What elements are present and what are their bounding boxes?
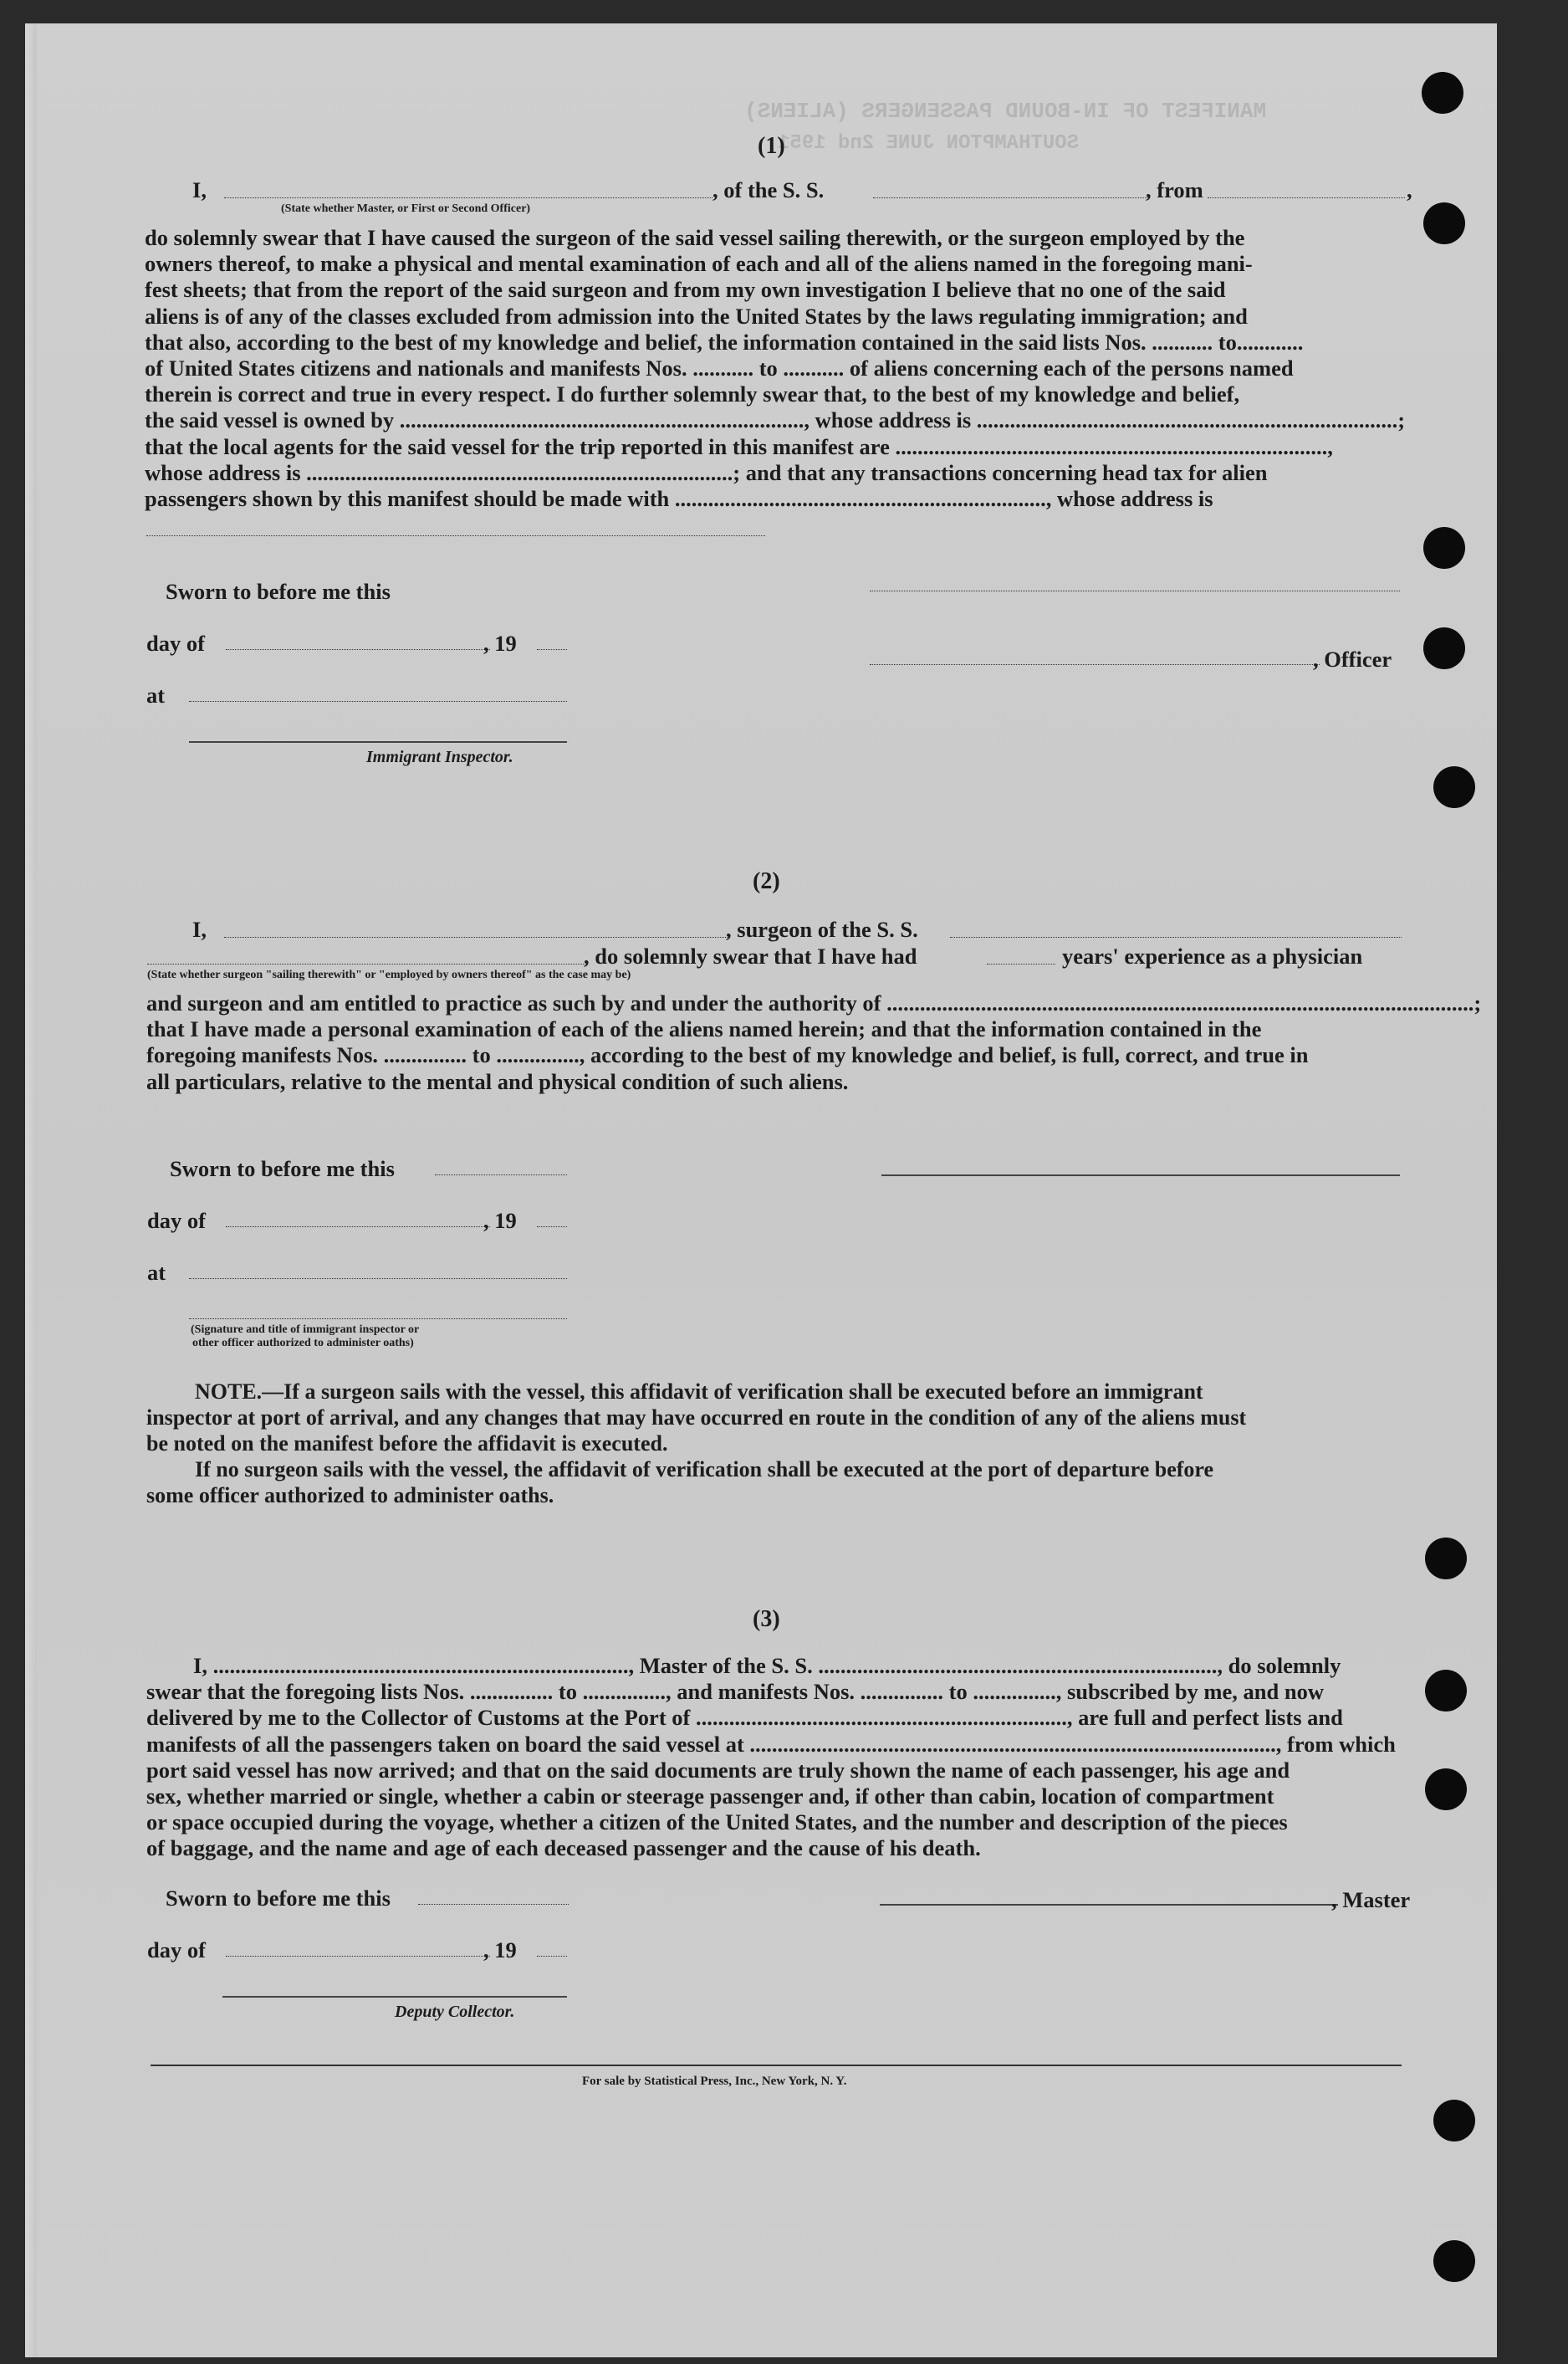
note-block (146, 1379, 1417, 1508)
note-line: If no surgeon sails with the vessel, the affidavit of verification shall be executed at the port of departure before (195, 1457, 1214, 1481)
section-1-body-line: owners thereof, to make a physical and mental examination of each and all of the aliens named in the foregoing mani- (145, 251, 1253, 277)
section-1-body-line: that the local agents for the said vessel for the trip reported in this manifest are .............................................................................., (145, 433, 1333, 459)
section-1-year-field[interactable] (537, 649, 567, 650)
section-1-body-line: that also, according to the best of my knowledge and belief, the information contained in the said lists Nos. ........... to............ (145, 329, 1304, 355)
section-2-body-line: foregoing manifests Nos. ............... to ..............., according to the best of my knowledge and belief, is full, correct, and true in (146, 1042, 1309, 1068)
section-1-number: (1) (758, 133, 785, 159)
master-note: (State whether Master, or First or Second Officer) (281, 202, 531, 215)
document-page (25, 23, 1497, 2357)
note-line: NOTE.—If a surgeon sails with the vessel, this affidavit of verification shall be executed before an immigrant (195, 1379, 1203, 1404)
section-1-body-line: fest sheets; that from the report of the said surgeon and from my own investigation I believe that no one of the said (145, 277, 1226, 303)
years-label: years' experience as a physician (1062, 944, 1363, 969)
section-2-number: (2) (753, 868, 780, 894)
bleed-through-text: SOUTHAMPTON JUNE 2nd 1951 (778, 132, 1080, 155)
section-2-sworn: Sworn to before me this (170, 1156, 395, 1181)
punch-hole (1423, 202, 1465, 244)
section-3-body-line: I, ..........................................................................., Master of the S. S. ........................................................................, do solemnly (193, 1653, 1341, 1678)
master-name-field[interactable] (224, 197, 712, 198)
printer-footer: For sale by Statistical Press, Inc., New York, N. Y. (582, 2075, 847, 2088)
punch-hole (1433, 766, 1475, 808)
section-1-day-of: day of (146, 631, 205, 656)
section-2-signature-line[interactable] (189, 1318, 567, 1319)
note-line: inspector at port of arrival, and any changes that may have occurred en route in the condition of any of the aliens must (146, 1405, 1247, 1430)
officer-label: , Officer (1313, 647, 1392, 672)
section-2-sig-note-1: (Signature and title of immigrant inspector or (191, 1323, 420, 1336)
section-3-body-line: port said vessel has now arrived; and that on the said documents are truly shown the name of each passenger, his age and (146, 1757, 1290, 1783)
section-1-day-field[interactable] (226, 649, 490, 650)
section-1-body-line: aliens is of any of the classes excluded from admission into the United States by the laws regulating immigration; and (145, 303, 1248, 329)
punch-hole (1433, 2100, 1475, 2141)
section-1-body-line: do solemnly swear that I have caused the surgeon of the said vessel sailing therewith, or the surgeon employed by the (145, 225, 1245, 250)
section-3-day-field[interactable] (226, 1956, 490, 1957)
section-3-body-line: or space occupied during the voyage, whether a citizen of the United States, and the number and description of the pieces (146, 1809, 1288, 1835)
from-label: , from (1146, 177, 1203, 202)
section-1-body (145, 225, 1416, 512)
section-1-body-line: whose address is .............................................................................; and that any transactions concerning head tax for alien (145, 459, 1268, 485)
punch-hole (1423, 527, 1465, 569)
years-experience-field[interactable] (987, 964, 1055, 965)
note-line: be noted on the manifest before the affidavit is executed. (146, 1431, 668, 1456)
section-2-day-of: day of (147, 1208, 206, 1233)
section-2-sworn-field[interactable] (435, 1174, 567, 1175)
section-1-year: , 19 (483, 631, 517, 656)
surgeon-signature-line[interactable] (881, 1174, 1400, 1176)
surgeon-vessel-field[interactable] (950, 937, 1402, 938)
section-2-year-field[interactable] (537, 1226, 567, 1227)
section-2-body-line: that I have made a personal examination of each of the aliens named herein; and that the information contained in the (146, 1016, 1262, 1042)
punch-hole (1425, 1768, 1467, 1810)
section-1-sworn: Sworn to before me this (166, 579, 391, 604)
of-ss-label: , of the S. S. (712, 177, 825, 202)
surgeon-name-field[interactable] (224, 937, 729, 938)
section-1-body-line: therein is correct and true in every respect. I do further solemnly swear that, to the best of my knowledge and belief, (145, 381, 1240, 407)
section-3-body-line: delivered by me to the Collector of Customs at the Port of ..................................................................., are full and perfect lists and (146, 1705, 1343, 1731)
section-2-at-field[interactable] (189, 1278, 567, 1279)
punch-hole (1433, 2240, 1475, 2282)
section-3-body-line: sex, whether married or single, whether a cabin or steerage passenger and, if other than cabin, location of compartment (146, 1783, 1274, 1809)
section-2-line-i: I, (192, 917, 207, 942)
surgeon-status-field[interactable] (147, 964, 587, 965)
section-2-at: at (147, 1260, 166, 1285)
section-3-body (146, 1653, 1417, 1862)
agent-address-field[interactable] (146, 535, 765, 536)
section-2-body (146, 990, 1482, 1095)
section-2-body-line: and surgeon and am entitled to practice as such by and under the authority of ..........................................................................................................; (146, 990, 1482, 1016)
section-1-inspector-signature-line[interactable] (189, 741, 567, 743)
master-label: , Master (1331, 1887, 1411, 1912)
section-3-body-line: manifests of all the passengers taken on board the said vessel at ..............................................................................................., from which (146, 1731, 1396, 1757)
section-2-year: , 19 (483, 1208, 517, 1233)
surgeon-of-label: , surgeon of the S. S. (726, 917, 918, 942)
section-3-body-line: swear that the foregoing lists Nos. ............... to ..............., and manifests Nos. ............... to ..............., subscribed by me, and now (146, 1679, 1324, 1705)
surgeon-swear-label: , do solemnly swear that I have had (584, 944, 917, 969)
officer-signature-line-2[interactable] (870, 664, 1320, 665)
footer-rule (151, 2065, 1402, 2066)
punch-hole (1425, 1670, 1467, 1712)
section-1-body-line: the said vessel is owned by ........................................................................., whose address is ............................................................................; (145, 407, 1406, 433)
vessel-name-field[interactable] (873, 197, 1149, 198)
section-2-sig-note-2: other officer authorized to administer oaths) (192, 1337, 414, 1349)
collector-label: Deputy Collector. (395, 2003, 515, 2021)
from-port-field[interactable] (1208, 197, 1405, 198)
section-1-body-line: of United States citizens and nationals and manifests Nos. ........... to ........... of aliens concerning each of the persons named (145, 356, 1294, 381)
section-2-body-line: all particulars, relative to the mental and physical condition of such aliens. (146, 1068, 849, 1094)
section-3-day-of: day of (147, 1937, 206, 1962)
collector-signature-line[interactable] (222, 1996, 567, 1998)
section-1-body-line: passengers shown by this manifest should be made with ..................................................................., whose address is (145, 486, 1213, 512)
section-1-at: at (146, 683, 166, 708)
section-3-year-field[interactable] (537, 1956, 567, 1957)
section-3-number: (3) (753, 1606, 780, 1632)
note-line: some officer authorized to administer oaths. (146, 1483, 554, 1507)
section-1-inspector-label: Immigrant Inspector. (366, 748, 513, 766)
section-1-trailing-comma: , (1407, 177, 1412, 202)
master-signature-line[interactable] (880, 1904, 1338, 1906)
section-2-day-field[interactable] (226, 1226, 490, 1227)
punch-hole (1423, 627, 1465, 669)
surgeon-note: (State whether surgeon "sailing therewith" or "employed by owners thereof" as the case may be) (147, 969, 631, 981)
section-3-year: , 19 (483, 1937, 517, 1962)
punch-hole (1422, 72, 1463, 114)
bleed-through-text: MANIFEST OF IN-BOUND PASSENGERS (ALIENS) (744, 99, 1267, 124)
section-3-sworn: Sworn to before me this (166, 1886, 391, 1911)
section-1-line-i: I, (192, 177, 207, 202)
section-3-body-line: of baggage, and the name and age of each deceased passenger and the cause of his death. (146, 1835, 981, 1861)
section-1-at-field[interactable] (189, 701, 567, 702)
punch-hole (1425, 1538, 1467, 1579)
section-3-sworn-field[interactable] (418, 1904, 569, 1905)
